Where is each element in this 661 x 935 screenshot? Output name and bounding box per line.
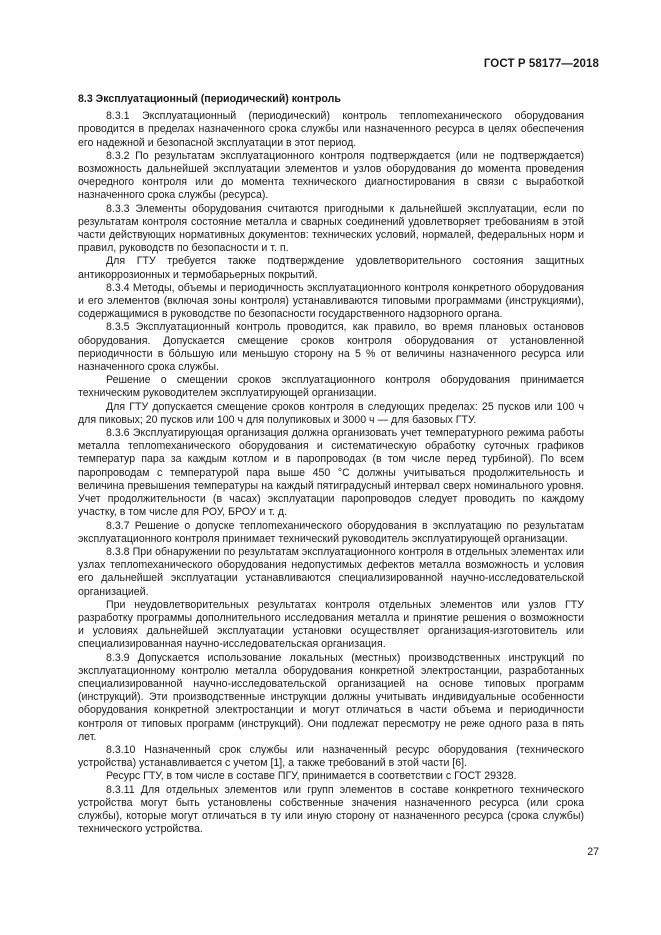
paragraph: 8.3.4 Методы, объемы и периодичность эксплуатационного контроля конкретного оборудования и его элементов (включая зоны контроля) устанавливаются типовыми программами (инструкциями), содержащимися в руководстве по безопасности государственного надзорного органа. [78, 281, 584, 321]
section-title: 8.3 Эксплуатационный (периодический) контроль [78, 93, 341, 105]
paragraph: 8.3.2 По результатам эксплуатационного контроля подтверждается (или не подтверждается) возможность дальнейшей эксплуатации элементов и узлов оборудования до момента проведения очередного контроля или до момента технического диагностирования в связи с выработкой назначенного срока службы (ресурса). [78, 149, 584, 202]
paragraph: 8.3.8 При обнаружении по результатам эксплуатационного контроля в отдельных элементах или узлах теплomеханического оборудования недопустимых дефектов металла возможность и условия его дальнейшей эксплуатации устанавливаются специализированной научно-исследовательской организацией. [78, 545, 584, 598]
paragraph: 8.3.9 Допускается использование локальных (местных) производственных инструкций по эксплуатационному контролю металла оборудования конкретной электростанции, разработанных специализированной научно-исследовательской организацией на основе типовых программ (инструкций). Эти производственные инструкции должны учитывать индивидуальные особенности оборудования конкретной электростанции и могут отличаться в части объема и периодичности контроля от типовых программ (инструкций). Они подлежат пересмотру не реже одного раза в пять лет. [78, 651, 584, 743]
paragraph: Для ГТУ допускается смещение сроков контроля в следующих пределах: 25 пусков или 100 ч для пиковых; 20 пусков или 100 ч для полупиковых и 3000 ч — для базовых ГТУ. [78, 400, 584, 426]
paragraph: 8.3.11 Для отдельных элементов или групп элементов в составе конкретного технического устройства могут быть установлены собственные значения назначенного ресурса (или срока службы), которые могут отличаться в ту или иную сторону от назначенного ресурса (срока службы) технического устройства. [78, 783, 584, 836]
paragraph: 8.3.7 Решение о допуске теплomеханического оборудования в эксплуатацию по результатам эксплуатационного контроля принимает технический руководитель эксплуатирующей организации. [78, 519, 584, 545]
paragraph-list [78, 110, 584, 836]
page-number: 27 [587, 846, 599, 858]
paragraph: 8.3.1 Эксплуатационный (периодический) контроль теплomеханического оборудования проводится в пределах назначенного срока службы или назначенного ресурса в целях обеспечения его надежной и безопасной эксплуатации в этот период. [78, 110, 584, 149]
paragraph: 8.3.3 Элементы оборудования считаются пригодными к дальнейшей эксплуатации, если по результатам контроля состояние металла и сварных соединений удовлетворяет требованиям в этой части действующих нормативных документов: технических условий, нормалей, федеральных норм и правил, руководств по безопасности и т. п. [78, 202, 584, 255]
paragraph: 8.3.6 Эксплуатирующая организация должна организовать учет температурного режима работы металла теплomеханического оборудования и систематическую обработку суточных графиков температур пара за каждым котлом и в паропроводах (в том числе перед турбиной). По всем паропроводам с температурой пара выше 450 °С должны учитываться продолжительность и величина превышения температуры на каждый пятиградусный интервал сверх номинального уровня. Учет продолжительности (в часах) эксплуатации паропроводов следует проводить по каждому участку, в том числе для РОУ, БРОУ и т. д. [78, 427, 584, 519]
page-content [78, 93, 584, 836]
paragraph: Для ГТУ требуется также подтверждение удовлетворительного состояния защитных антикоррозионных и термобарьерных покрытий. [78, 255, 584, 281]
paragraph: Ресурс ГТУ, в том числе в составе ПГУ, принимается в соответствии с ГОСТ 29328. [106, 770, 517, 783]
paragraph: Решение о смещении сроков эксплуатационного контроля оборудования принимается техническим руководителем эксплуатирующей организации. [78, 374, 584, 400]
paragraph: 8.3.10 Назначенный срок службы или назначенный ресурс оборудования (технического устройства) устанавливается с учетом [1], а также требований в этой части [6]. [78, 743, 584, 770]
standard-header: ГОСТ Р 58177—2018 [483, 58, 599, 70]
paragraph: 8.3.5 Эксплуатационный контроль проводится, как правило, во время плановых остановов оборудования. Допускается смещение сроков контроля оборудования от установленной периодичности в бóльшую или меньшую сторону на 5 % от величины назначенного ресурса или назначенного срока службы. [78, 321, 584, 374]
paragraph: При неудовлетворительных результатах контроля отдельных элементов или узлов ГТУ разработку программы дополнительного исследования металла и принятие решения о возможности и условиях дальнейшей эксплуатации установки осуществляет организация-изготовитель или специализированная научно-исследовательская организация. [78, 598, 584, 651]
